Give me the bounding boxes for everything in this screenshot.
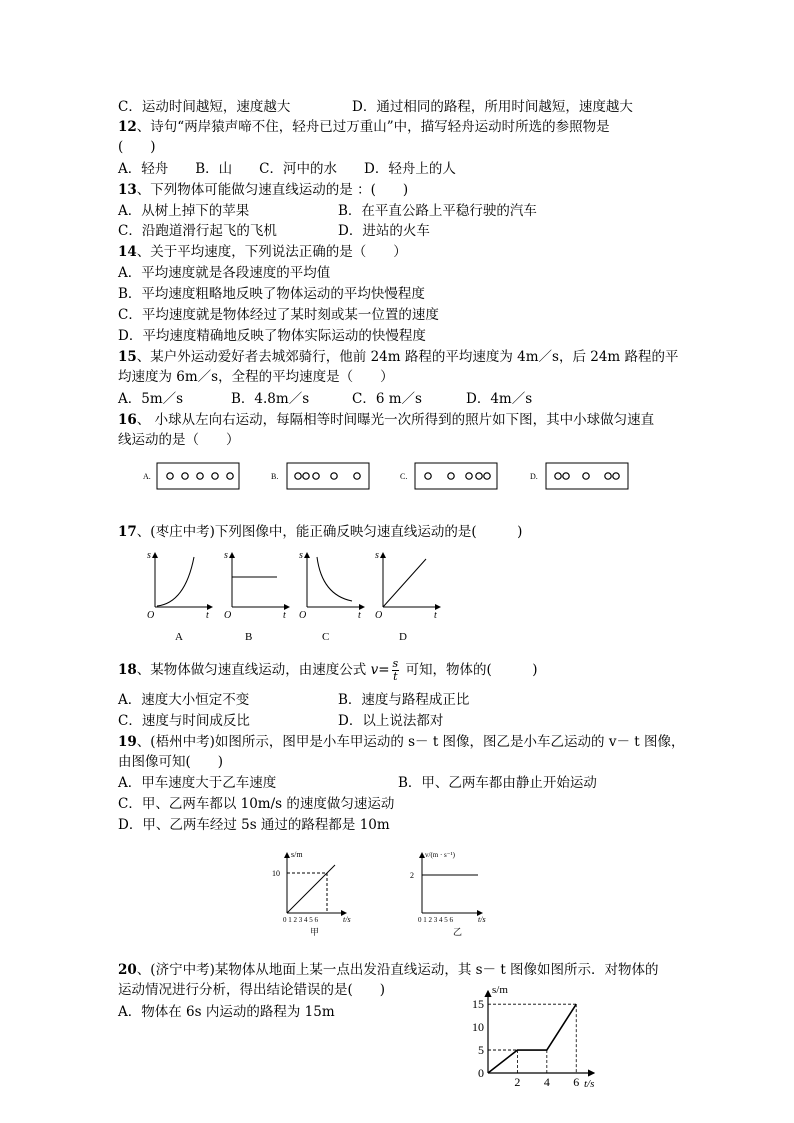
q12-text: 、诗句“两岸猿声啼不住，轻舟已过万重山”中，描写轻舟运动时所选的参照物是 [136,119,610,135]
q20-xtick-4: 4 [543,1075,550,1089]
q20-xtick-2: 2 [514,1075,521,1089]
q20-ytick-15: 15 [472,997,484,1012]
q13-option-a: A．从树上掉下的苹果 [118,203,250,219]
q19-stem [118,732,684,752]
q19-jia-xticks: 0 1 2 3 4 5 6 [283,916,318,924]
q19-jia-ylabel: s/m [291,850,303,859]
q20-stem-cont: 运动情况进行分析，得出结论错误的是( ) [118,982,386,998]
q17-graph-c [307,553,364,607]
q13-stem [118,180,408,200]
q17-graph-b [232,553,289,607]
q18-option-a: A．速度大小恒定不变 [118,692,250,708]
q16-frame-c [415,463,497,489]
q17-label-a: A [175,631,183,643]
q19-jia-xlabel: t/s [343,915,351,924]
q16-balls-a [167,473,233,479]
q14-number: 14 [118,244,137,260]
q17-graphs [0,545,794,645]
q12-number: 12 [118,119,137,135]
q16-balls-c [425,473,490,479]
q18-number: 18 [118,662,137,678]
q19-option-b: B．甲、乙两车都由静止开始运动 [398,775,597,791]
q11-option-d: D．通过相同的路程，所用时间越短，速度越大 [352,99,633,115]
q20-number: 20 [118,962,137,978]
q15-option-d: D．4m／s [466,391,533,407]
q19-jia-ytick: 10 [272,869,280,878]
q17-stem [118,522,522,542]
q18-v: v [370,662,379,678]
q18-equals: = [378,662,390,678]
q17-axis-t-c: t [358,610,361,621]
q17-axis-s-d: s [375,550,379,561]
q20-xtick-6: 6 [573,1075,580,1089]
q19-option-c: C．甲、乙两车都以 10m/s 的速度做匀速运动 [118,796,395,812]
q13-number: 13 [118,182,137,198]
q16-fig-d [530,463,628,489]
q19-graphs [0,845,794,940]
q13-text: 、下列物体可能做匀速直线运动的是 ：( ) [136,182,409,198]
q16-balls-b [295,473,360,479]
q15-option-a: A．5m／s [118,391,184,407]
q19-jia-caption: 甲 [310,927,320,937]
q14-option-d: D．平均速度精确地反映了物体实际运动的快慢程度 [118,328,426,344]
q18-numerator: s [392,657,399,670]
q17-axis-t-d: t [434,610,437,621]
q18-option-d: D．以上说法都对 [338,713,444,729]
q14-text: 、关于平均速度，下列说法正确的是（ ） [136,244,407,260]
q14-option-b: B．平均速度粗略地反映了物体运动的平均快慢程度 [118,286,425,302]
q17-axis-t-a: t [206,610,209,621]
q14-option-a: A．平均速度就是各段速度的平均值 [118,265,331,281]
q18-fraction [392,658,400,683]
q15-option-b: B．4.8m／s [231,391,310,407]
q17-label-b: B [245,631,253,643]
q17-origin-a: O [147,610,155,621]
q17-origin-d: O [375,610,383,621]
q17-origin-b: O [224,610,232,621]
q17-graph-d [383,553,440,607]
q16-number: 16 [118,412,137,428]
q19-yi-ytick: 2 [410,871,414,880]
q16-label-d: D. [530,472,538,481]
q16-fig-a [143,463,239,489]
q17-axis-s-b: s [224,550,228,561]
q19-yi-xticks: 0 1 2 3 4 5 6 [418,916,453,924]
q18-text-b: 可知，物体的( ) [401,662,538,678]
q16-balls-d [555,473,619,479]
q14-stem [118,242,407,262]
q16-label-b: B. [271,472,279,481]
q17-text: 、(枣庄中考)下列图像中，能正确反映匀速直线运动的是( ) [136,524,523,540]
q20-ytick-10: 10 [472,1020,484,1035]
q17-graph-a [155,553,212,607]
q19-graph-jia [287,853,346,913]
q17-curve-c [317,557,352,601]
q16-fig-b [271,463,369,489]
q16-text: 、 小球从左向右运动，每隔相等时间曝光一次所得到的照片如下图，其中小球做匀速直 [136,412,655,428]
q17-label-d: D [399,631,407,643]
q17-number: 17 [118,524,137,540]
q19-yi-xlabel: t/s [478,915,486,924]
q20-option-a: A．物体在 6s 内运动的路程为 15m [118,1004,335,1020]
q16-frame-b [287,463,369,489]
q17-axis-t-b: t [283,610,286,621]
q19-jia-line [287,865,335,913]
q20-ytick-5: 5 [478,1043,484,1058]
q16-label-c: C. [400,472,408,481]
q13-option-b: B．在平直公路上平稳行驶的汽车 [338,203,537,219]
q18-text-a: 、某物体做匀速直线运动，由速度公式 [136,662,371,678]
q15-stem-cont: 均速度为 6m／s，全程的平均速度是（ ） [118,369,394,385]
q16-fig-c [400,463,497,489]
q15-option-c: C．6 m／s [352,391,422,407]
q15-stem [118,347,679,367]
q19-number: 19 [118,734,137,750]
q19-graph-yi [422,853,482,913]
q17-line-d [383,559,426,607]
q15-text: 、某户外运动爱好者去城郊骑行，他前 24m 路程的平均速度为 4m／s，后 24m 路程的平 [136,349,679,365]
q16-label-a: A. [143,472,151,481]
q17-curve-a [157,557,194,606]
q19-text: 、(梧州中考)如图所示，图甲是小车甲运动的 s－ t 图像，图乙是小车乙运动的 v－ t 图像， [136,734,685,750]
q15-number: 15 [118,349,137,365]
q19-stem-cont: 由图像可知( ) [118,754,224,770]
q20-ylabel: s/m [492,984,508,996]
q11-option-c: C．运动时间越短，速度越大 [118,99,291,115]
q16-figures [0,455,794,500]
q19-option-a: A．甲车速度大于乙车速度 [118,775,277,791]
q14-option-c: C．平均速度就是物体经过了某时刻或某一位置的速度 [118,307,439,323]
q17-label-c: C [322,631,330,643]
q19-option-d: D．甲、乙两车经过 5s 通过的路程都是 10m [118,817,390,833]
q12-options: A．轻舟 B．山 C．河中的水 D．轻舟上的人 [118,161,456,177]
q13-option-c: C．沿跑道滑行起飞的飞机 [118,223,277,239]
q20-data-line [488,1004,576,1073]
q20-xlabel: t/s [584,1078,595,1090]
q18-option-c: C．速度与时间成反比 [118,713,250,729]
q19-yi-ylabel: v/(m · s⁻¹) [425,851,455,859]
q13-option-d: D．进站的火车 [338,223,430,239]
q16-stem [118,410,654,430]
q20-text: 、(济宁中考)某物体从地面上某一点出发沿直线运动，其 s－ t 图像如图所示．对物体的 [136,962,659,978]
q19-yi-caption: 乙 [453,927,463,937]
q17-origin-c: O [299,610,307,621]
q20-chart [455,985,595,1090]
q18-denominator: t [393,670,398,683]
q17-axis-s-c: s [299,550,303,561]
q17-axis-s-a: s [147,550,151,561]
q12-stem [118,117,610,137]
q16-stem-cont: 线运动的是（ ） [118,432,240,448]
q12-bracket: ( ) [118,139,156,155]
q16-frame-d [546,463,628,489]
q20-ytick-0: 0 [478,1066,484,1080]
q18-stem [118,658,538,683]
q20-stem [118,960,659,980]
q18-option-b: B．速度与路程成正比 [338,692,470,708]
